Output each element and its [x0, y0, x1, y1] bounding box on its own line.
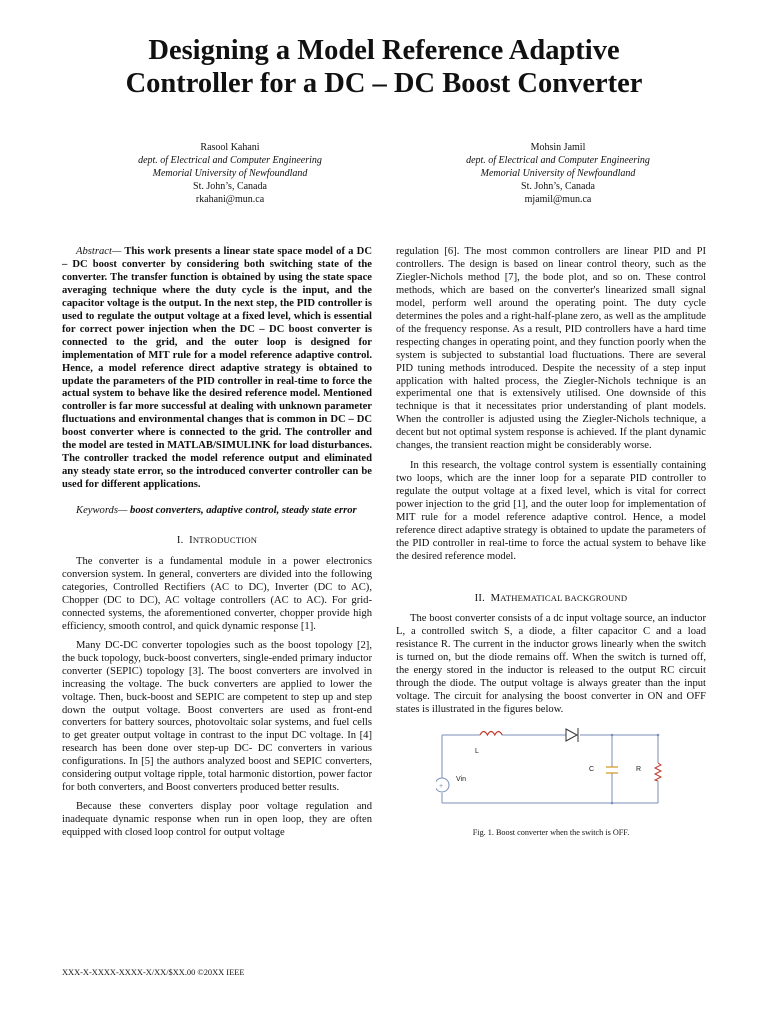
author-block-jamil — [408, 141, 708, 206]
paper-title-line1: Designing a Model Reference Adaptive — [148, 35, 620, 66]
section-heading-introduction — [62, 534, 372, 548]
copyright-footer: XXX-X-XXXX-XXXX-X/XX/$XX.00 ©20XX IEEE — [62, 968, 245, 977]
svg-text:+: + — [439, 783, 444, 791]
source-label: Vin — [456, 776, 466, 784]
author-name: Mohsin Jamil — [530, 142, 586, 153]
section-initial: M — [490, 592, 501, 604]
abstract-text: This work presents a linear state space model of a DC – DC boost converter by considering both switching state of the converter. The transfer function is obtained by using the state space averaging technique where the duty cycle is the input, and the capacitor voltage is the output. In the next step, the PID controller is used to regulate the output voltage at a fixed level, which is essential for correct power injection when the DC – DC boost converter is connected to the grid, and the outer loop is designed for implementation of MIT rule for a model reference adaptive control. Hence, a model reference direct adaptive strategy is obtained to update the parameters of the PID controller in real-time to force the actual system to behave like the desired reference model. Mentioned controller is far more successful at dealing with unknown parameter fluctuations and environmental changes that is common in DC – DC boost converter where is connected to the grid. The controller and the model are tested in MATLAB/SIMULINK for load disturbances. The controller tracked the model reference output and eliminated any steady state error, so the introduced converter controller can be used for different applications. — [62, 246, 372, 491]
author-dept: dept. of Electrical and Computer Engineering — [138, 155, 322, 166]
intro-paragraph: Because these converters display poor voltage regulation and inadequate dynamic response when run in open loop, they are often equipped with closed loop control for output voltage — [62, 801, 372, 839]
section-number: I. — [176, 535, 184, 547]
section-initial: I — [189, 535, 193, 547]
author-university: Memorial University of Newfoundland — [480, 168, 636, 179]
section-number: II. — [474, 592, 485, 604]
section-title-rest: ATHEMATICAL BACKGROUND — [500, 592, 628, 603]
intro-paragraph-continued: regulation [6]. The most common controllers are linear PID and PI controllers. The design is based on linear control theory, such as the Ziegler-Nichols method [7], the bode plot, and so on. These control methods, which are based on the converter's linearized small signal model, perform well around the operating point. The duty cycle determines the poles and a right-half-plane zero, as well as the amplitude of the frequency response. As a result, PID controllers have a hard time respecting changes in operating point, and they function poorly when the system is subjected to substantial load fluctuations. There are several PID tuning methods introduced. Despite the necessity of a step input application with halted process, the Ziegler-Nichols technique is an experimental one that is extensively utilised. One downside of this technique is that it necessitates prior understanding of plant models. When the controller is adjusted using the Ziegler-Nichols technique, a decent but not optimal system response is achieved. If the plant dynamic changes, the transient reaction might be considerably worse. — [396, 246, 706, 452]
author-location: St. John’s, Canada — [193, 181, 267, 192]
boost-converter-circuit-figure — [436, 723, 666, 811]
author-dept: dept. of Electrical and Computer Engineering — [466, 155, 650, 166]
inductor-symbol — [480, 732, 502, 736]
author-block-kahani — [80, 141, 380, 206]
right-column — [396, 246, 706, 840]
resistor-symbol — [655, 763, 661, 781]
keywords-label: Keywords— — [76, 505, 128, 517]
paper-title-line2: Controller for a DC – DC Boost Converter — [125, 68, 643, 99]
capacitor-label: C — [589, 766, 595, 774]
intro-paragraph: In this research, the voltage control system is essentially containing two loops, which are the inner loop for a separate PID controller to regulate the output voltage at a fixed level, which is vital for correct power injection to the grid [1], and the outer loop for implementation of MIT rule for a model reference adaptive control. Hence, a model reference direct adaptive strategy is obtained to update the parameters of the PID controller in real-time to force the actual system to behave like the desired reference model. — [396, 460, 706, 562]
author-university: Memorial University of Newfoundland — [152, 168, 308, 179]
resistor-label: R — [636, 766, 642, 774]
math-paragraph: The boost converter consists of a dc input voltage source, an inductor L, a controlled switch S, a diode, a filter capacitor C and a load resistance R. The current in the inductor grows linearly when the switch is turned on, but the diode remains off. When the switch is turned off, the energy stored in the inductor is released to the output RC circuit through the diode. The output voltage is always greater than the input voltage. The circuit for analysing the boost converter in ON and OFF states is illustrated in the figures below. — [396, 612, 706, 715]
figure-caption: Fig. 1. Boost converter when the switch is OFF. — [472, 828, 630, 838]
author-email: rkahani@mun.ca — [195, 194, 265, 205]
keywords — [62, 505, 372, 518]
capacitor-symbol — [606, 767, 618, 773]
paper-title — [40, 34, 728, 100]
section-heading-mathematical-background — [396, 592, 706, 606]
author-location: St. John’s, Canada — [521, 181, 595, 192]
author-email: mjamil@mun.ca — [524, 194, 592, 205]
abstract — [62, 246, 372, 492]
author-name: Rasool Kahani — [200, 142, 260, 153]
intro-paragraph: The converter is a fundamental module in a power electronics conversion system. In general, converters are divided into the following categories, Controlled Rectifiers (AC to DC), Inverter (DC to AC), Chopper (DC to DC), AC voltage controllers (AC to AC). For grid-connected systems, the aforementioned converter, chopper provide high efficiency, smooth control, and quick dynamic response [1]. — [62, 556, 372, 632]
intro-paragraph: Many DC-DC converter topologies such as the boost topology [2], the buck topology, buck-boost converters, single-ended primary inductor converter (SEPIC) topology [3]. The boost converters are involved in increasing the voltage. The buck converters are applied to lower the voltage. Then, buck-boost and SEPIC are competent to step up and step down the output voltage. Boost converters are used as front-end converters for battery sources, photovoltaic solar systems, and fuel cells to get greater output voltage in contrast to the input DC voltage. In [4] research has been done over step-up DC- DC converters in various configurations. In [5] the authors analyzed boost and SEPIC converters, considering output voltage ripple, total harmonic distortion, power factor for both converters, and Boost converters produced better results. — [62, 639, 372, 794]
section-title-rest: NTRODUCTION — [192, 535, 258, 546]
keywords-text: boost converters, adaptive control, steady state error — [127, 505, 357, 517]
inductor-label: L — [475, 748, 479, 756]
diode-symbol — [566, 728, 578, 742]
abstract-label: Abstract— — [76, 246, 122, 257]
left-column — [62, 246, 372, 840]
